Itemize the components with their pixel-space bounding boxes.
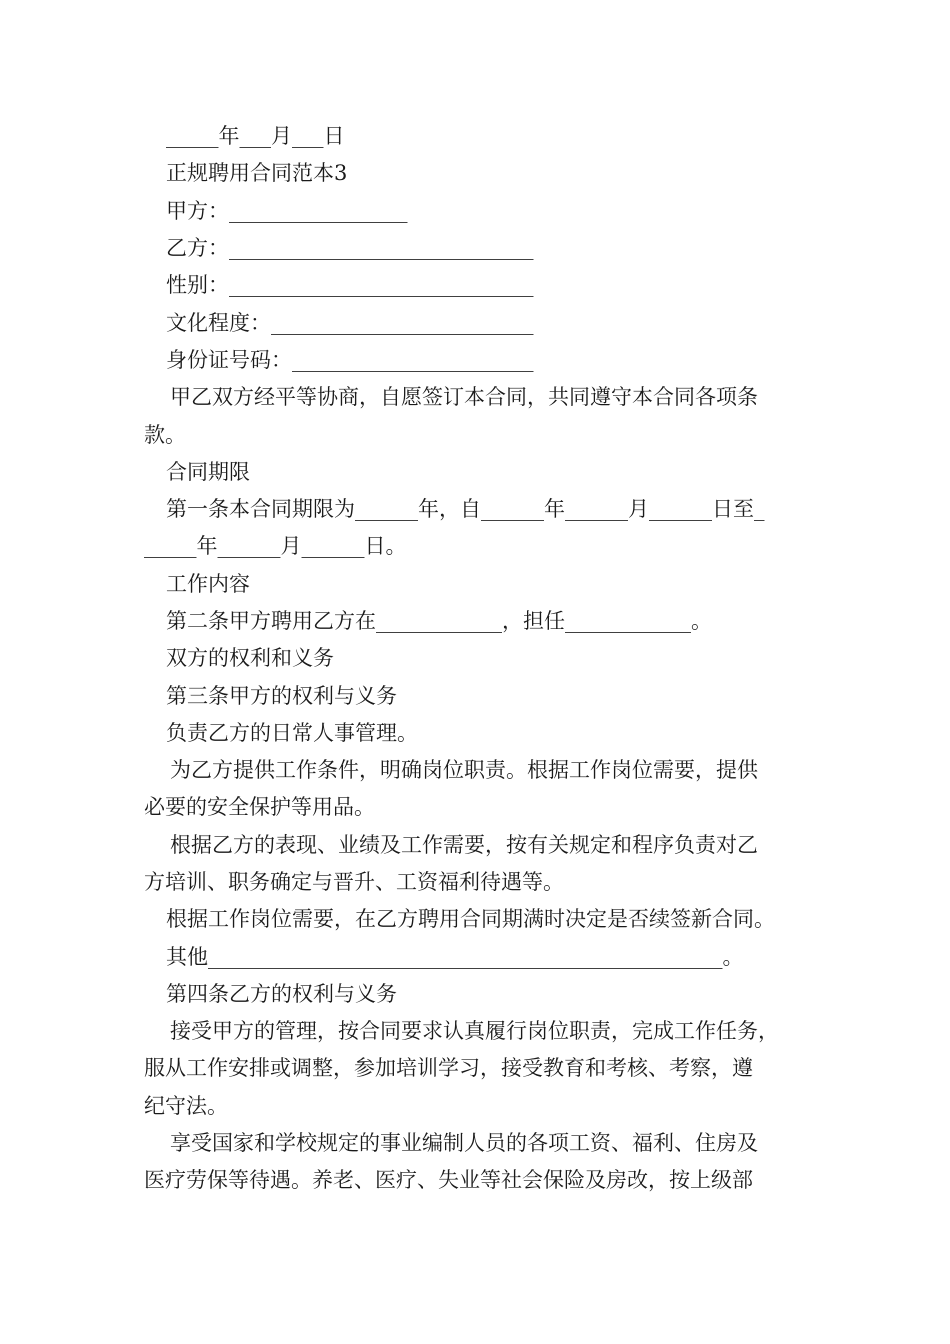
date-line: _____年___月___日: [166, 124, 345, 148]
paragraph-line: 接受甲方的管理，按合同要求认真履行岗位职责，完成工作任务，: [170, 1019, 779, 1043]
section-heading: 工作内容: [166, 572, 250, 596]
article-heading: 第三条甲方的权利与义务: [166, 684, 397, 708]
section-heading: 合同期限: [166, 460, 250, 484]
paragraph-line: 甲乙双方经平等协商，自愿签订本合同，共同遵守本合同各项条: [170, 385, 758, 409]
paragraph-line: 根据乙方的表现、业绩及工作需要，按有关规定和程序负责对乙: [170, 833, 758, 857]
section-heading: 双方的权利和义务: [166, 646, 334, 670]
education-field: 文化程度：_________________________: [166, 311, 534, 335]
party-a-field: 甲方：_________________: [166, 199, 408, 223]
gender-field: 性别：_____________________________: [166, 273, 534, 297]
paragraph-line: 第二条甲方聘用乙方在____________，担任____________。: [166, 609, 712, 633]
paragraph-line: 享受国家和学校规定的事业编制人员的各项工资、福利、住房及: [170, 1131, 758, 1155]
paragraph-line: 为乙方提供工作条件，明确岗位职责。根据工作岗位需要，提供: [170, 758, 758, 782]
paragraph-line: 根据工作岗位需要，在乙方聘用合同期满时决定是否续签新合同。: [166, 907, 775, 931]
paragraph-line: 第一条本合同期限为______年，自______年______月______日至_: [166, 497, 765, 521]
paragraph-line: 负责乙方的日常人事管理。: [166, 721, 418, 745]
document-title: 正规聘用合同范本3: [166, 161, 348, 185]
paragraph-line: 纪守法。: [144, 1094, 228, 1118]
paragraph-line: 款。: [144, 423, 186, 447]
party-b-field: 乙方：_____________________________: [166, 236, 534, 260]
id-number-field: 身份证号码：_______________________: [166, 348, 534, 372]
paragraph-line: 其他_________________________________________________。: [166, 945, 744, 969]
paragraph-line: 必要的安全保护等用品。: [144, 795, 375, 819]
paragraph-line: 服从工作安排或调整，参加培训学习，接受教育和考核、考察，遵: [144, 1056, 753, 1080]
paragraph-line: _____年______月______日。: [144, 534, 407, 558]
paragraph-line: 方培训、职务确定与晋升、工资福利待遇等。: [144, 870, 564, 894]
article-heading: 第四条乙方的权利与义务: [166, 982, 397, 1006]
paragraph-line: 医疗劳保等待遇。养老、医疗、失业等社会保险及房改，按上级部: [144, 1168, 753, 1192]
